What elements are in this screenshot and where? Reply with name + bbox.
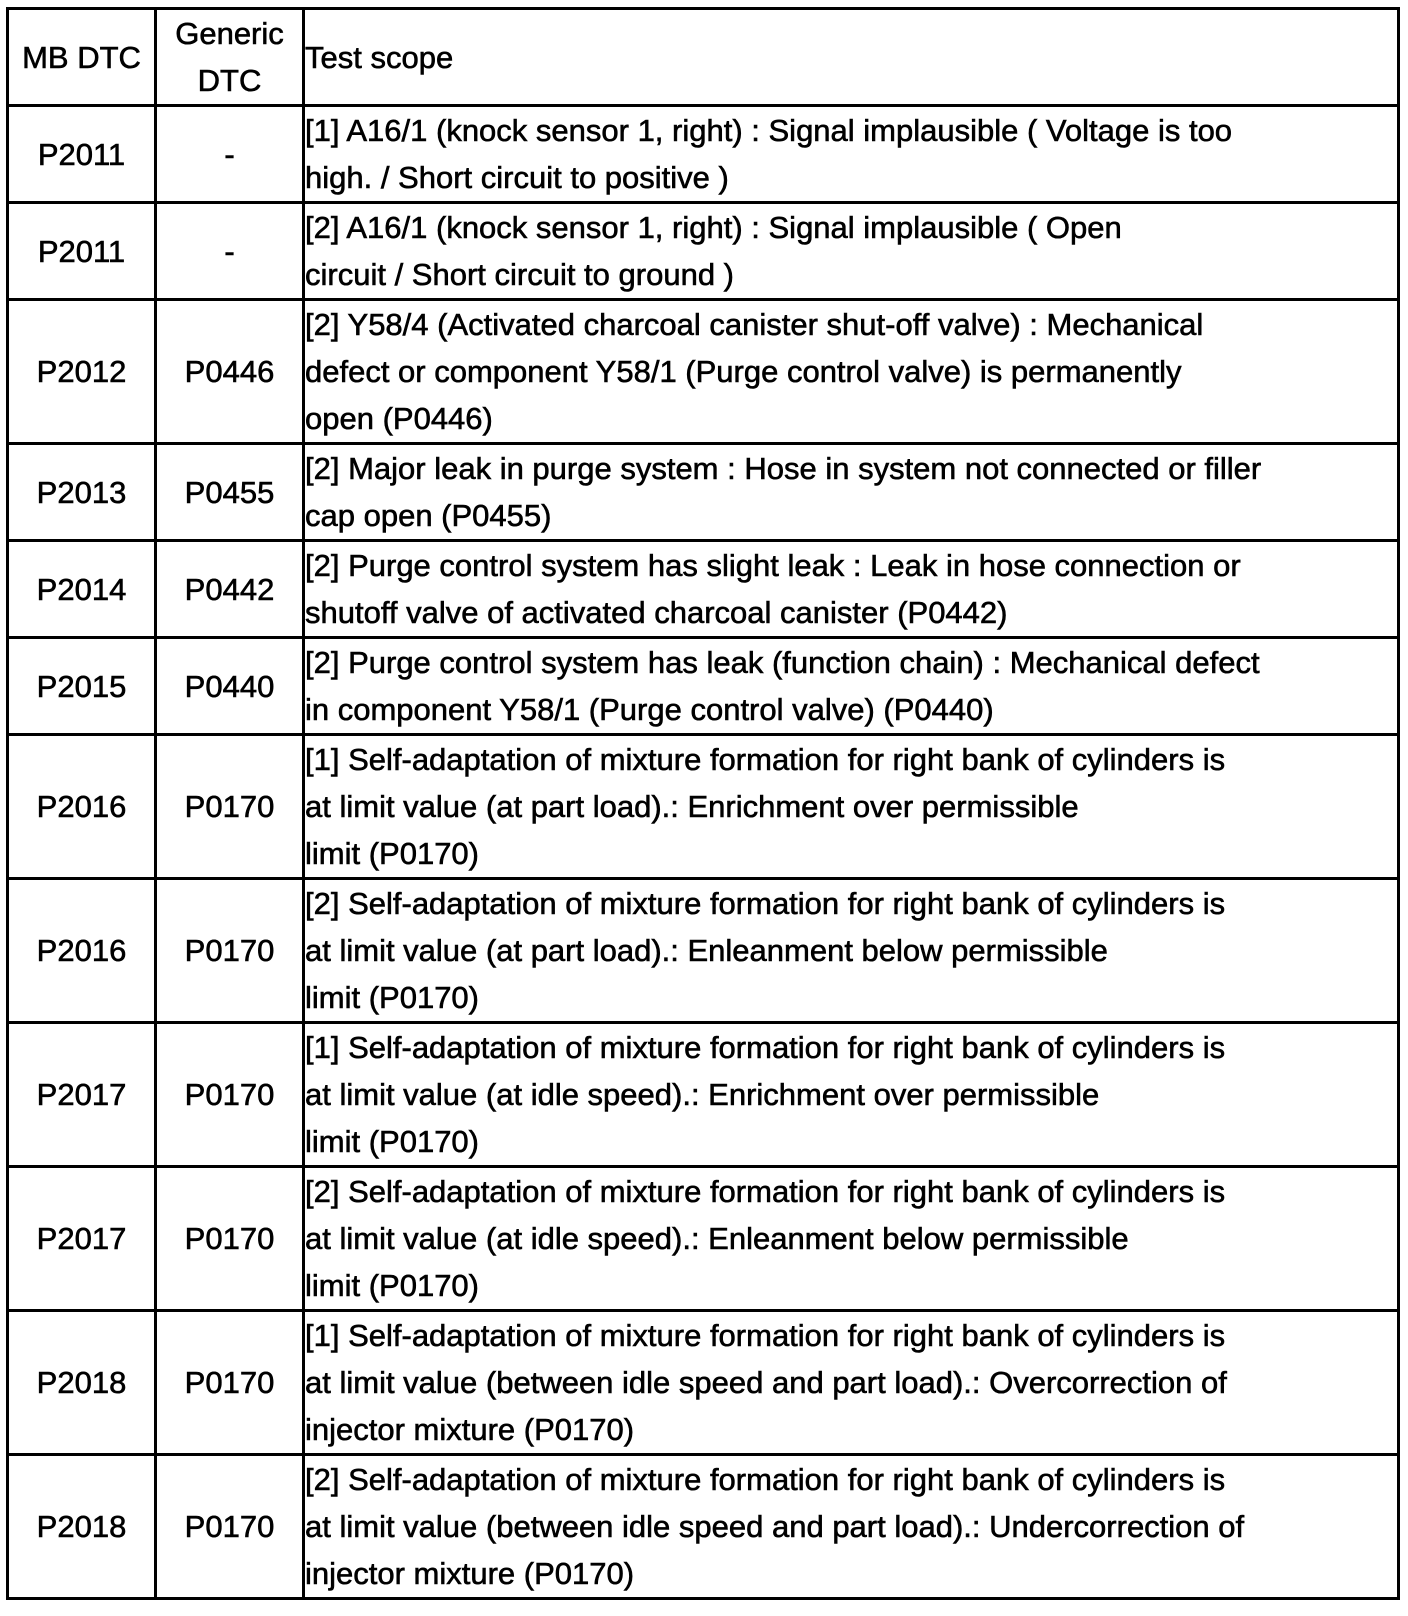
table-header-row [8, 9, 1399, 106]
header-generic-dtc-label: Generic DTC [175, 16, 284, 98]
generic-dtc-cell: P0455 [156, 444, 304, 541]
table-row [8, 1023, 1399, 1167]
mb-dtc-cell: P2011 [8, 203, 156, 300]
mb-dtc-cell: P2013 [8, 444, 156, 541]
generic-dtc-cell: - [156, 203, 304, 300]
header-mb-dtc: MB DTC [8, 9, 156, 106]
test-scope-cell: [2] Major leak in purge system : Hose in system not connected or filler cap open (P0455) [304, 444, 1399, 541]
generic-dtc-cell: P0170 [156, 1311, 304, 1455]
dtc-table [6, 7, 1400, 1600]
test-scope-cell: [2] Purge control system has leak (function chain) : Mechanical defect in component Y58/1 (Purge control valve) (P0440) [304, 638, 1399, 735]
mb-dtc-cell: P2014 [8, 541, 156, 638]
table-row [8, 106, 1399, 203]
test-scope-cell: [1] Self-adaptation of mixture formation for right bank of cylinders is at limit value (between idle speed and part load).: Overcorrection of injector mixture (P0170) [304, 1311, 1399, 1455]
mb-dtc-cell: P2018 [8, 1455, 156, 1599]
test-scope-cell: [2] A16/1 (knock sensor 1, right) : Signal implausible ( Open circuit / Short circuit to ground ) [304, 203, 1399, 300]
table-row [8, 300, 1399, 444]
mb-dtc-cell: P2012 [8, 300, 156, 444]
table-row [8, 735, 1399, 879]
generic-dtc-cell: P0170 [156, 1023, 304, 1167]
generic-dtc-cell: - [156, 106, 304, 203]
table-row [8, 1167, 1399, 1311]
test-scope-cell: [2] Self-adaptation of mixture formation for right bank of cylinders is at limit value (at idle speed).: Enleanment below permissible limit (P0170) [304, 1167, 1399, 1311]
generic-dtc-cell: P0440 [156, 638, 304, 735]
mb-dtc-cell: P2017 [8, 1023, 156, 1167]
generic-dtc-cell: P0170 [156, 1167, 304, 1311]
generic-dtc-cell: P0446 [156, 300, 304, 444]
test-scope-cell: [1] A16/1 (knock sensor 1, right) : Signal implausible ( Voltage is too high. / Short circuit to positive ) [304, 106, 1399, 203]
test-scope-cell: [1] Self-adaptation of mixture formation for right bank of cylinders is at limit value (at part load).: Enrichment over permissible limit (P0170) [304, 735, 1399, 879]
test-scope-cell: [2] Purge control system has slight leak : Leak in hose connection or shutoff valve of activated charcoal canister (P0442) [304, 541, 1399, 638]
generic-dtc-cell: P0170 [156, 735, 304, 879]
test-scope-cell: [2] Y58/4 (Activated charcoal canister shut-off valve) : Mechanical defect or component Y58/1 (Purge control valve) is permanently open (P0446) [304, 300, 1399, 444]
table-row [8, 444, 1399, 541]
mb-dtc-cell: P2011 [8, 106, 156, 203]
table-row [8, 203, 1399, 300]
mb-dtc-cell: P2018 [8, 1311, 156, 1455]
table-row [8, 638, 1399, 735]
test-scope-cell: [2] Self-adaptation of mixture formation for right bank of cylinders is at limit value (between idle speed and part load).: Undercorrection of injector mixture (P0170) [304, 1455, 1399, 1599]
mb-dtc-cell: P2017 [8, 1167, 156, 1311]
table-row [8, 1455, 1399, 1599]
table-row [8, 541, 1399, 638]
generic-dtc-cell: P0170 [156, 1455, 304, 1599]
test-scope-cell: [2] Self-adaptation of mixture formation for right bank of cylinders is at limit value (at part load).: Enleanment below permissible limit (P0170) [304, 879, 1399, 1023]
header-generic-dtc [156, 9, 304, 106]
header-test-scope: Test scope [304, 9, 1399, 106]
table-row [8, 879, 1399, 1023]
mb-dtc-cell: P2015 [8, 638, 156, 735]
mb-dtc-cell: P2016 [8, 735, 156, 879]
generic-dtc-cell: P0442 [156, 541, 304, 638]
table-row [8, 1311, 1399, 1455]
mb-dtc-cell: P2016 [8, 879, 156, 1023]
test-scope-cell: [1] Self-adaptation of mixture formation for right bank of cylinders is at limit value (at idle speed).: Enrichment over permissible limit (P0170) [304, 1023, 1399, 1167]
generic-dtc-cell: P0170 [156, 879, 304, 1023]
